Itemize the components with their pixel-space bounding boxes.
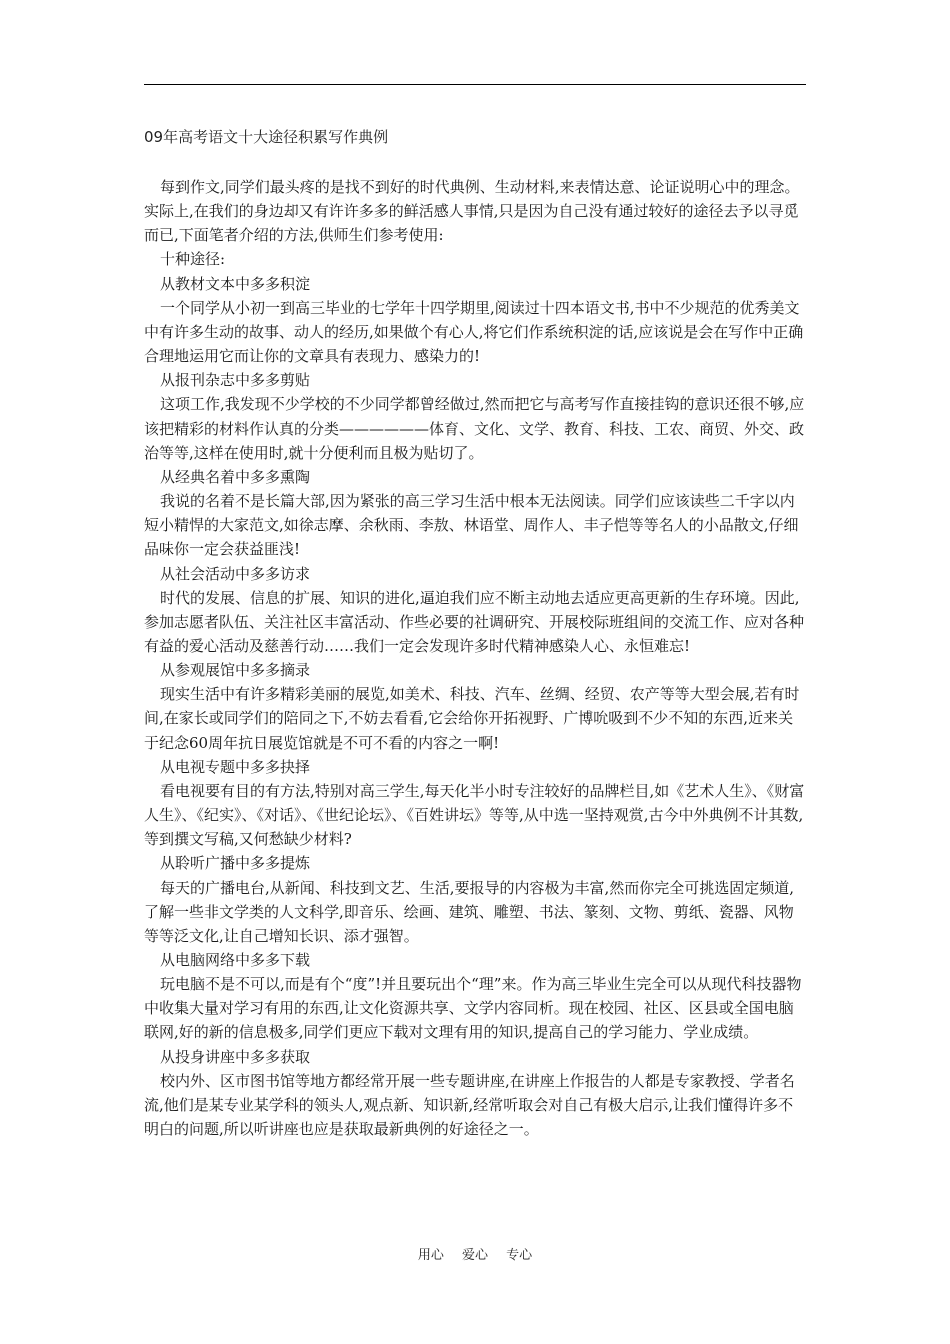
section-heading: 从社会活动中多多访求: [160, 564, 311, 583]
section-body: 一个同学从小初一到高三毕业的七学年十四学期里,阅读过十四本语文书,书中不少规范的优秀美文中有许多生动的故事、动人的经历,如果做个有心人,将它们作系统积淀的话,应该说是会在写作中正确合理地运用它而让你的文章具有表现力、感染力的!: [144, 298, 804, 366]
section-body: 看电视要有目的有方法,特别对高三学生,每天化半小时专注较好的品牌栏目,如《艺术人生》、《财富人生》、《纪实》、《对话》、《世纪论坛》、《百姓讲坛》等等,从中选一坚持观赏,古今中外典例不计其数,等到撰文写稿,又何愁缺少材料?: [144, 781, 805, 849]
footer-text: 专心: [506, 1248, 533, 1263]
section-heading: 从教材文本中多多积淀: [160, 274, 311, 293]
section-heading: 从参观展馆中多多摘录: [160, 661, 311, 680]
document-title: 09年高考语文十大途径积累写作典例: [144, 128, 389, 146]
list-heading: 十种途径:: [160, 250, 226, 269]
section-body: 玩电脑不是不可以,而是有个“度”!并且要玩出个“理”来。作为高三毕业生完全可以从现代科技器物中收集大量对学习有用的东西,让文化资源共享、文学内容同析。现在校园、社区、区县或全国电脑联网,好的新的信息极多,同学们更应下载对文理有用的知识,提高自己的学习能力、学业成绩。: [144, 975, 802, 1042]
section-body: 时代的发展、信息的扩展、知识的进化,逼迫我们应不断主动地去适应更高更新的生存环境。因此,参加志愿者队伍、关注社区丰富活动、作些必要的社调研究、开展校际班组间的交流工作、应对各种有益的爱心活动及慈善行动……我们一定会发现许多时代精神感染人心、永恒难忘!: [144, 588, 805, 655]
footer-text: 爱心: [461, 1248, 488, 1263]
document-body: [144, 175, 808, 1141]
section-heading: 从经典名着中多多熏陶: [160, 467, 311, 486]
section-body: 这项工作,我发现不少学校的不少同学都曾经做过,然而把它与高考写作直接挂钩的意识还很不够,应该把精彩的材料作认真的分类——————体育、文化、文学、教育、科技、工农、商贸、外交、政治等等,这样在使用时,就十分便利而且极为贴切了。: [144, 395, 805, 462]
section-heading: 从电视专题中多多抉择: [160, 757, 311, 776]
header-rule: [144, 84, 806, 85]
intro-paragraph: 每到作文,同学们最头疼的是找不到好的时代典例、生动材料,来表情达意、论证说明心中的理念。实际上,在我们的身边却又有许许多多的鲜活感人事情,只是因为自己没有通过较好的途径去予以寻觅而已,下面笔者介绍的方法,供师生们参考使用:: [144, 178, 800, 245]
section-heading: 从聆听广播中多多提炼: [160, 854, 311, 873]
footer-text: 用心: [417, 1248, 444, 1263]
section-heading: 从报刊杂志中多多剪贴: [160, 371, 311, 390]
section-body: 现实生活中有许多精彩美丽的展览,如美术、科技、汽车、丝绸、经贸、农产等等大型会展,若有时间,在家长或同学们的陪同之下,不妨去看看,它会给你开拓视野、广博吮吸到不少不知的东西,近来关于纪念60周年抗日展览馆就是不可不看的内容之一啊!: [144, 685, 800, 752]
section-body: 每天的广播电台,从新闻、科技到文艺、生活,要报导的内容极为丰富,然而你完全可挑选固定频道,了解一些非文学类的人文科学,即音乐、绘画、建筑、雕塑、书法、篆刻、文物、剪纸、瓷器、风物等等泛文化,让自己增知长识、添才强智。: [144, 878, 795, 945]
section-body: 我说的名着不是长篇大部,因为紧张的高三学习生活中根本无法阅读。同学们应该读些二千字以内短小精悍的大家范文,如徐志摩、余秋雨、李敖、林语堂、周作人、丰子恺等等名人的小品散文,仔细品味你一定会获益匪浅!: [144, 492, 799, 559]
section-heading: 从电脑网络中多多下载: [160, 951, 311, 969]
page-footer: [0, 1247, 950, 1265]
section-body: 校内外、区市图书馆等地方都经常开展一些专题讲座,在讲座上作报告的人都是专家教授、学者名流,他们是某专业某学科的领头人,观点新、知识新,经常听取会对自己有极大启示,让我们懂得许多不明白的问题,所以听讲座也应是获取最新典例的好途径之一。: [144, 1071, 795, 1139]
section-heading: 从投身讲座中多多获取: [160, 1047, 311, 1066]
